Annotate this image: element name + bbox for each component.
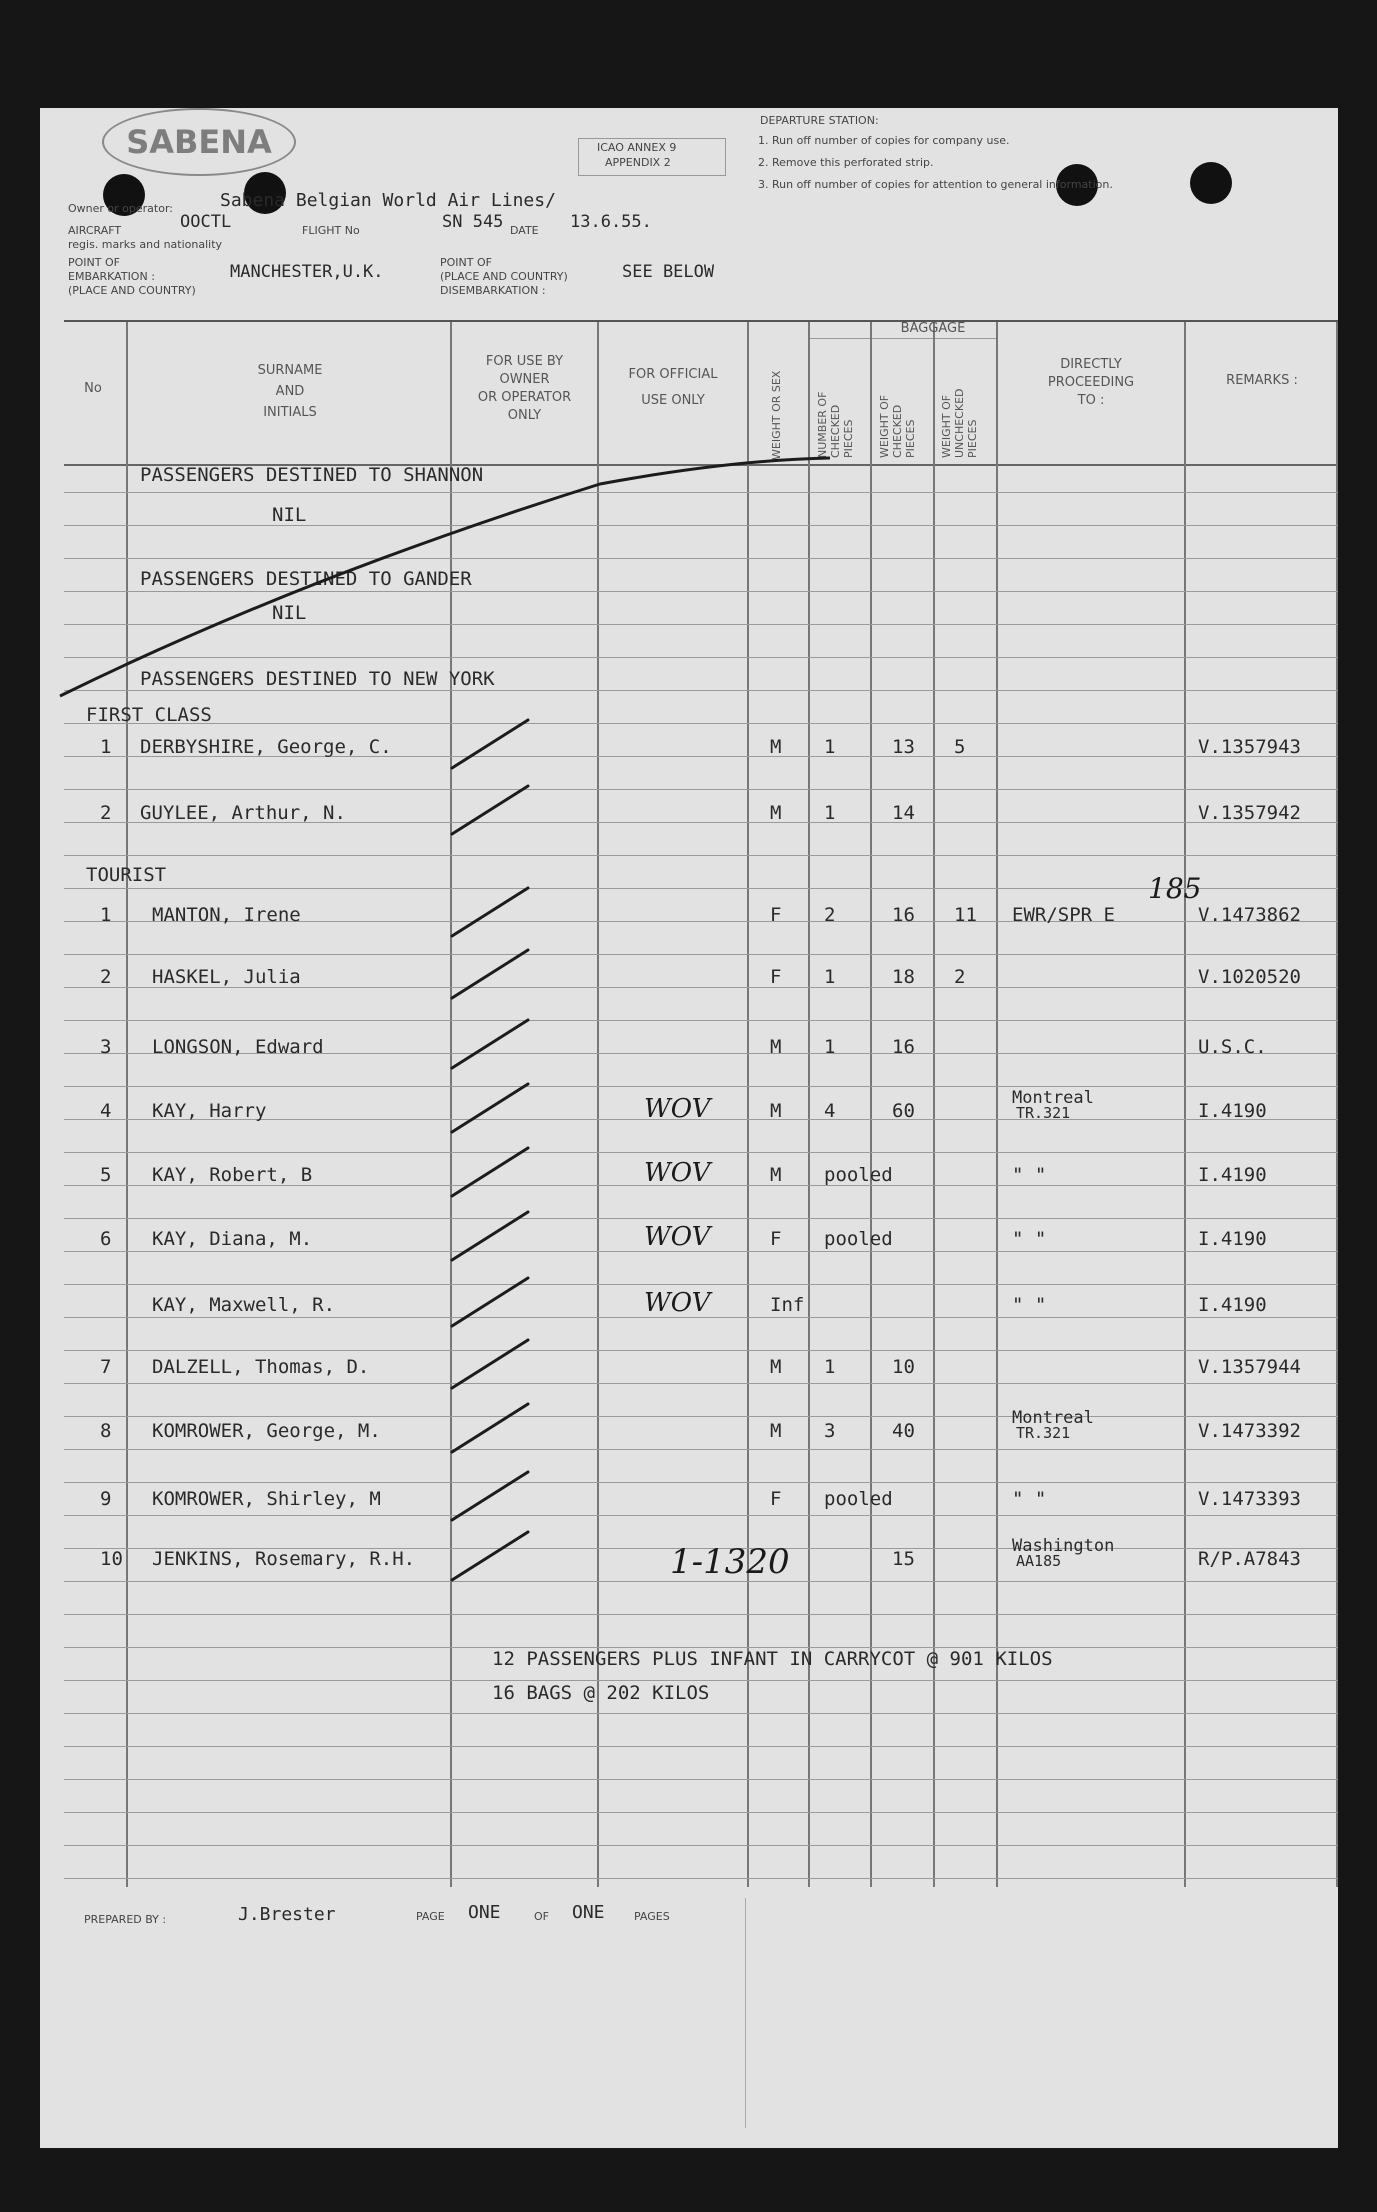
passenger-name: KAY, Harry xyxy=(152,1100,267,1122)
remarks-value: V.1473392 xyxy=(1198,1420,1301,1442)
passenger-name: LONGSON, Edward xyxy=(152,1036,324,1058)
check-mark xyxy=(452,1148,528,1196)
remarks-value: R/P.A7843 xyxy=(1198,1548,1301,1570)
weight-sex: M xyxy=(770,1420,782,1442)
checked-weight: 13 xyxy=(892,736,915,758)
col-header-pieces-2: CHECKED xyxy=(829,404,842,458)
of-label: OF xyxy=(534,1910,549,1923)
col-header-checked-weight-2: CHECKED xyxy=(891,404,904,458)
section-shannon: PASSENGERS DESTINED TO SHANNON xyxy=(140,464,484,486)
checked-pieces: 3 xyxy=(824,1420,836,1442)
row-number: 8 xyxy=(100,1420,112,1442)
weight-sex: F xyxy=(770,1228,782,1250)
checked-pieces: 1 xyxy=(824,1036,836,1058)
remarks-value: V.1473862 xyxy=(1198,904,1301,926)
proceeding-to: " " xyxy=(1012,1228,1047,1250)
disembark-label-2: (PLACE AND COUNTRY) xyxy=(440,270,568,283)
summary-line-2: 16 BAGS @ 202 KILOS xyxy=(492,1682,710,1704)
checked-pieces: 2 xyxy=(824,904,836,926)
weight-sex: M xyxy=(770,1036,782,1058)
checked-pieces: pooled xyxy=(824,1488,893,1510)
page-value: ONE xyxy=(468,1902,501,1923)
remarks-value: V.1357943 xyxy=(1198,736,1301,758)
row-number: 1 xyxy=(100,736,112,758)
embark-label-2: EMBARKATION : xyxy=(68,270,155,283)
passenger-name: JENKINS, Rosemary, R.H. xyxy=(152,1548,416,1570)
instruction-1: 1. Run off number of copies for company use. xyxy=(758,134,1010,147)
section-gander: PASSENGERS DESTINED TO GANDER xyxy=(140,568,472,590)
remarks-value: U.S.C. xyxy=(1198,1036,1267,1058)
col-header-no: No xyxy=(84,381,102,396)
checked-weight: 40 xyxy=(892,1420,915,1442)
col-header-owner-4: ONLY xyxy=(507,408,542,423)
disembark-label-1: POINT OF xyxy=(440,256,492,269)
remarks-value: V.1473393 xyxy=(1198,1488,1301,1510)
weight-sex: M xyxy=(770,1164,782,1186)
col-header-unchecked-weight-2: UNCHECKED xyxy=(953,388,966,458)
official-use-mark: WOV xyxy=(644,1158,711,1188)
check-mark xyxy=(452,1084,528,1132)
weight-sex: Inf xyxy=(770,1294,805,1316)
pen-strokes xyxy=(40,108,1338,2148)
col-header-official-2: USE ONLY xyxy=(641,393,705,408)
checked-pieces: 1 xyxy=(824,966,836,988)
check-mark xyxy=(452,720,528,768)
prepared-label: PREPARED BY : xyxy=(84,1913,167,1926)
row-number: 2 xyxy=(100,802,112,824)
weight-sex: F xyxy=(770,904,782,926)
checked-weight: 10 xyxy=(892,1356,915,1378)
col-header-owner-3: OR OPERATOR xyxy=(477,390,572,405)
passenger-name: MANTON, Irene xyxy=(152,904,301,926)
date-label: DATE xyxy=(510,224,539,237)
remarks-value: I.4190 xyxy=(1198,1164,1267,1186)
checked-weight: 16 xyxy=(892,1036,915,1058)
proceeding-to: EWR/SPR E xyxy=(1012,904,1115,926)
pages-label: PAGES xyxy=(634,1910,670,1923)
col-header-surname-2: AND xyxy=(275,384,305,399)
passenger-name: GUYLEE, Arthur, N. xyxy=(140,802,346,824)
check-mark xyxy=(452,1472,528,1520)
col-header-surname-3: INITIALS xyxy=(263,405,317,420)
col-header-remarks: REMARKS : xyxy=(1226,373,1298,388)
passenger-name: DALZELL, Thomas, D. xyxy=(152,1356,370,1378)
section-gander-nil: NIL xyxy=(272,602,307,624)
remarks-value: V.1357942 xyxy=(1198,802,1301,824)
passenger-name: KAY, Robert, B xyxy=(152,1164,313,1186)
row-number: 6 xyxy=(100,1228,112,1250)
official-use-mark: WOV xyxy=(644,1288,711,1318)
col-header-proceeding-2: PROCEEDING xyxy=(1047,375,1135,390)
col-header-baggage: BAGGAGE xyxy=(900,321,966,336)
col-header-owner-1: FOR USE BY xyxy=(485,354,564,369)
col-header-surname-1: SURNAME xyxy=(257,363,323,378)
checked-weight: 18 xyxy=(892,966,915,988)
disembark-value: SEE BELOW xyxy=(622,262,715,282)
unchecked-weight: 5 xyxy=(954,736,966,758)
proceeding-to: " " xyxy=(1012,1294,1047,1316)
checked-pieces: pooled xyxy=(824,1164,893,1186)
remarks-value: I.4190 xyxy=(1198,1228,1267,1250)
section-newyork: PASSENGERS DESTINED TO NEW YORK xyxy=(140,668,495,690)
proceeding-to: " " xyxy=(1012,1164,1047,1186)
row-number: 3 xyxy=(100,1036,112,1058)
checked-weight: 16 xyxy=(892,904,915,926)
check-mark xyxy=(452,1020,528,1068)
of-value: ONE xyxy=(572,1902,605,1923)
weight-sex: M xyxy=(770,736,782,758)
proceeding-to: Washington xyxy=(1012,1536,1115,1556)
remarks-value: I.4190 xyxy=(1198,1100,1267,1122)
col-header-checked-weight-3: PIECES xyxy=(904,419,917,458)
row-number: 4 xyxy=(100,1100,112,1122)
passenger-name: KAY, Diana, M. xyxy=(152,1228,313,1250)
unchecked-weight: 11 xyxy=(954,904,977,926)
col-header-pieces-3: PIECES xyxy=(842,419,855,458)
passenger-name: KAY, Maxwell, R. xyxy=(152,1294,336,1316)
row-number: 2 xyxy=(100,966,112,988)
weight-sex: M xyxy=(770,1356,782,1378)
check-mark xyxy=(452,1212,528,1260)
weight-sex: M xyxy=(770,1100,782,1122)
checked-pieces: pooled xyxy=(824,1228,893,1250)
disembark-label-3: DISEMBARKATION : xyxy=(440,284,546,297)
row-number: 7 xyxy=(100,1356,112,1378)
col-header-pieces-1: NUMBER OF xyxy=(816,391,829,458)
proceeding-to-line-2: AA185 xyxy=(1016,1552,1062,1570)
col-header-unchecked-weight-1: WEIGHT OF xyxy=(940,394,953,458)
owner-label: Owner or operator: xyxy=(68,202,173,215)
checked-pieces: 4 xyxy=(824,1100,836,1122)
date-value: 13.6.55. xyxy=(570,212,652,232)
embark-value: MANCHESTER,U.K. xyxy=(230,262,384,282)
aircraft-label: AIRCRAFT xyxy=(68,224,122,237)
remarks-value: I.4190 xyxy=(1198,1294,1267,1316)
flight-value: SN 545 xyxy=(442,212,504,232)
remarks-value: V.1357944 xyxy=(1198,1356,1301,1378)
passenger-name: KOMROWER, Shirley, M xyxy=(152,1488,381,1510)
annex-line-1: ICAO ANNEX 9 xyxy=(597,141,677,154)
embark-label-1: POINT OF xyxy=(68,256,120,269)
proceeding-to-line-2: TR.321 xyxy=(1016,1104,1071,1122)
embark-label-3: (PLACE AND COUNTRY) xyxy=(68,284,196,297)
check-mark xyxy=(452,888,528,936)
check-mark xyxy=(452,1404,528,1452)
official-use-mark: WOV xyxy=(644,1094,711,1124)
row-number: 10 xyxy=(100,1548,123,1570)
section-first-class: FIRST CLASS xyxy=(86,704,212,726)
checked-weight: 14 xyxy=(892,802,915,824)
row-number: 9 xyxy=(100,1488,112,1510)
check-mark xyxy=(452,1532,528,1580)
aircraft-value: OOCTL xyxy=(180,212,232,232)
col-header-proceeding-1: DIRECTLY xyxy=(1060,357,1122,372)
owner-value: Sabena Belgian World Air Lines/ xyxy=(220,190,556,211)
section-tourist: TOURIST xyxy=(86,864,167,886)
departure-station-label: DEPARTURE STATION: xyxy=(760,114,879,127)
col-header-official-1: FOR OFFICIAL xyxy=(628,367,718,382)
instruction-2: 2. Remove this perforated strip. xyxy=(758,156,934,169)
page-label: PAGE xyxy=(416,1910,445,1923)
passenger-name: DERBYSHIRE, George, C. xyxy=(140,736,392,758)
prepared-value: J.Brester xyxy=(238,1904,336,1925)
check-mark xyxy=(452,1278,528,1326)
col-header-checked-weight-1: WEIGHT OF xyxy=(878,394,891,458)
strike-through-line xyxy=(60,458,830,696)
checked-weight: 15 xyxy=(892,1548,915,1570)
proceeding-to: Montreal xyxy=(1012,1088,1094,1108)
instruction-3: 3. Run off number of copies for attention to general information. xyxy=(758,178,1113,191)
manifest-sheet xyxy=(40,108,1338,2148)
checked-pieces: 1 xyxy=(824,736,836,758)
regis-label: regis. marks and nationality xyxy=(68,238,223,251)
handwritten-185: 185 xyxy=(1148,872,1202,905)
passenger-name: KOMROWER, George, M. xyxy=(152,1420,381,1442)
flight-label: FLIGHT No xyxy=(302,224,360,237)
check-mark xyxy=(452,786,528,834)
unchecked-weight: 2 xyxy=(954,966,966,988)
annex-line-2: APPENDIX 2 xyxy=(605,156,671,169)
proceeding-to-line-2: TR.321 xyxy=(1016,1424,1071,1442)
checked-pieces: 1 xyxy=(824,1356,836,1378)
col-header-unchecked-weight-3: PIECES xyxy=(966,419,979,458)
section-shannon-nil: NIL xyxy=(272,504,307,526)
proceeding-to: Montreal xyxy=(1012,1408,1094,1428)
weight-sex: F xyxy=(770,966,782,988)
check-mark xyxy=(452,1340,528,1388)
col-header-owner-2: OWNER xyxy=(499,372,550,387)
summary-line-1: 12 PASSENGERS PLUS INFANT IN CARRYCOT @ 901 KILOS xyxy=(492,1648,1053,1670)
proceeding-to: " " xyxy=(1012,1488,1047,1510)
official-use-mark: 1-1320 xyxy=(670,1542,790,1582)
checked-pieces: 1 xyxy=(824,802,836,824)
row-number: 1 xyxy=(100,904,112,926)
checked-weight: 60 xyxy=(892,1100,915,1122)
check-mark xyxy=(452,950,528,998)
col-header-weight-sex: WEIGHT OR SEX xyxy=(770,370,783,460)
official-use-mark: WOV xyxy=(644,1222,711,1252)
remarks-value: V.1020520 xyxy=(1198,966,1301,988)
weight-sex: F xyxy=(770,1488,782,1510)
passenger-name: HASKEL, Julia xyxy=(152,966,301,988)
col-header-proceeding-3: TO : xyxy=(1077,393,1105,408)
row-number: 5 xyxy=(100,1164,112,1186)
sabena-logo: SABENA xyxy=(102,108,296,176)
weight-sex: M xyxy=(770,802,782,824)
